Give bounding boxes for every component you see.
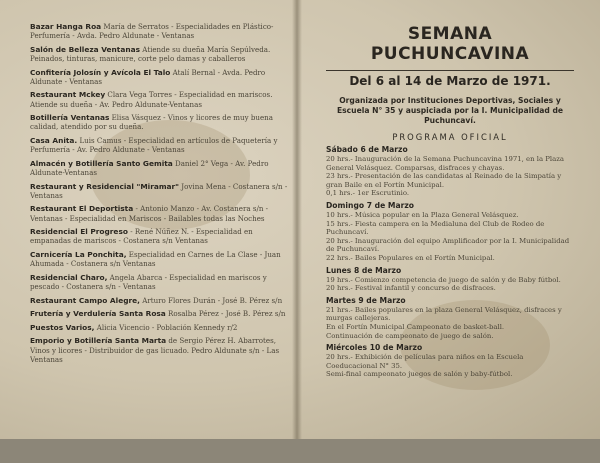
center-fold [292,0,302,439]
business-details: Luis Camus - Especialidad en artículos de Paquetería y Perfumería - Av. Pedro Aldunate - Ventanas [30,135,278,155]
business-name: Confitería Jolosín y Avícola El Talo [30,67,171,77]
program-event: 23 hrs.- Presentación de las candidatas al Reinado de la Simpatía y gran Baile en el Fortín Municipal. [326,172,562,189]
business-name: Almacén y Botillería Santo Gemita [30,158,173,168]
business-name: Restaurant Mckey [30,90,106,100]
program-day-heading: Sábado 6 de Marzo [326,145,408,154]
business-name: Frutería y Verdulería Santa Rosa [30,309,166,319]
business-details: de Sergio Pérez H. Abarrotes, Vinos y licores - Distribuidor de gas licuado. Pedro Aldunate s/n - Las Ventanas [30,336,280,364]
business-listing [30,296,288,305]
program-event: 20 hrs.- Inauguración del equipo Amplificador por la I. Municipalidad de Puchuncaví. [326,236,570,254]
business-details: - Antonio Manzo - Av. Costanera s/n - Ventanas - Especialidad en Mariscos - Bailables todas las Noches [30,204,269,223]
program-event: Continuación de campeonato de juego de salón. [326,331,494,340]
business-listing [30,113,288,131]
program-day-heading: Miércoles 10 de Marzo [326,343,423,353]
event-dates: Del 6 al 14 de Marzo de 1971. [349,74,551,88]
business-listing [30,273,288,291]
business-listing [30,90,288,108]
business-listing [30,323,288,332]
business-name: Carnicería La Ponchita, [30,249,127,259]
business-name: Casa Anita. [30,135,78,145]
business-details: María de Serratos - Especialidades en Plástico-Perfumería - Avda. Pedro Aldunate - Ventanas [30,22,274,41]
flyer-title: SEMANA PUCHUNCAVINA [370,24,530,64]
business-name: Residencial El Progreso [30,227,128,237]
business-details: Clara Vega Torres - Especialidad en mariscos. Atiende su dueña - Av. Pedro Aldunate-Ventanas [30,90,273,109]
business-name: Restaurant Campo Alegre, [30,295,140,305]
program-event: 19 hrs.- Comienzo competencia de juego de salón y de Baby fútbol. [326,275,561,284]
business-name: Salón de Belleza Ventanas [30,44,140,54]
business-listing [30,309,288,318]
business-details: Especialidad en Carnes de La Clase - Juan Ahumada - Costanera s/n Ventanas [30,249,281,269]
business-listing [30,182,288,200]
business-name: Botillería Ventanas [30,113,110,123]
business-details: Atalí Bernal - Avda. Pedro Aldunate - Ventanas [30,67,266,86]
business-details: Atiende su dueña María Sepúlveda. Peinados, tinturas, manicure, corte pelo damas y caballeros [30,44,271,63]
business-name: Bazar Hanga Roa [30,22,102,31]
business-listing [30,136,288,154]
business-details: Daniel 2° Vega - Av. Pedro Aldunate-Ventanas [30,158,269,177]
business-listing [30,227,288,245]
program-event: 22 hrs.- Bailes Populares en el Fortín Municipal. [326,253,495,262]
program-event: 15 hrs.- Fiesta campera en la Medialuna del Club de Rodeo de Puchuncaví. [326,219,545,237]
business-name: Emporio y Botillería Santa Marta [30,336,167,346]
program-heading: PROGRAMA OFICIAL [392,132,508,142]
business-details: Elisa Vásquez - Vinos y licores de muy buena calidad, atendido por su dueña. [30,113,273,132]
organizers-text: Organizada por Instituciones Deportivas, Sociales y Escuela N° 35 y auspiciada por la I. Municipalidad de Puchuncaví. [336,96,564,125]
business-listings-column [30,0,288,461]
business-listing [30,204,288,222]
business-name: Restaurant El Deportista [30,204,134,214]
business-name: Puestos Varios, [30,322,95,332]
business-listing [30,159,288,177]
program-event: 20 hrs.- Inauguración de la Semana Puchuncavina 1971, en la Plaza General Velásquez. Comparsas, disfraces y chayas. [326,155,564,172]
business-details: Arturo Flores Durán - José B. Pérez s/n [139,295,283,305]
program-event: 21 hrs.- Bailes populares en la plaza General Velásquez, disfraces y murgas callejeras. [326,305,562,323]
program-event: 20 hrs.- Festival infantil y concurso de disfraces. [326,284,496,293]
program-event: 20 hrs.- Exhibición de películas para niños en la Escuela Coeducacional N° 35. [326,353,524,370]
program-event: Semi-final campeonato juegos de salón y baby-fútbol. [326,370,513,379]
business-name: Residencial Charo, [30,272,108,282]
business-name: Restaurant y Residencial "Miramar" [30,181,180,191]
program-column [326,0,574,463]
business-listing [30,336,288,364]
business-listing [30,22,288,40]
business-listing [30,250,288,268]
program-day-heading: Domingo 7 de Marzo [326,200,414,210]
program-days [326,145,574,379]
program-day-heading: Martes 9 de Marzo [326,295,406,305]
program-event: En el Fortín Municipal Campeonato de basket-ball. [326,322,505,331]
business-details: Rosalba Pérez - José B. Pérez s/n [165,309,286,319]
program-day-heading: Lunes 8 de Marzo [326,265,402,275]
business-listing [30,68,288,86]
business-details: Angela Abarca - Especialidad en mariscos y pescado - Costanera s/n - Ventanas [30,272,267,291]
business-listing [30,45,288,63]
business-details: - René Núñez N. - Especialidad en empanadas de mariscos - Costanera s/n Ventanas [30,227,253,246]
business-details: Jovina Mena - Costanera s/n - Ventanas [30,181,288,200]
program-event: 10 hrs.- Música popular en la Plaza General Velásquez. [326,210,519,219]
title-rule [326,70,574,71]
program-event: 0,1 hrs.- 1er Escrutinio. [326,189,410,198]
business-details: Alicia Vicencio - Población Kennedy r/2 [94,322,238,332]
